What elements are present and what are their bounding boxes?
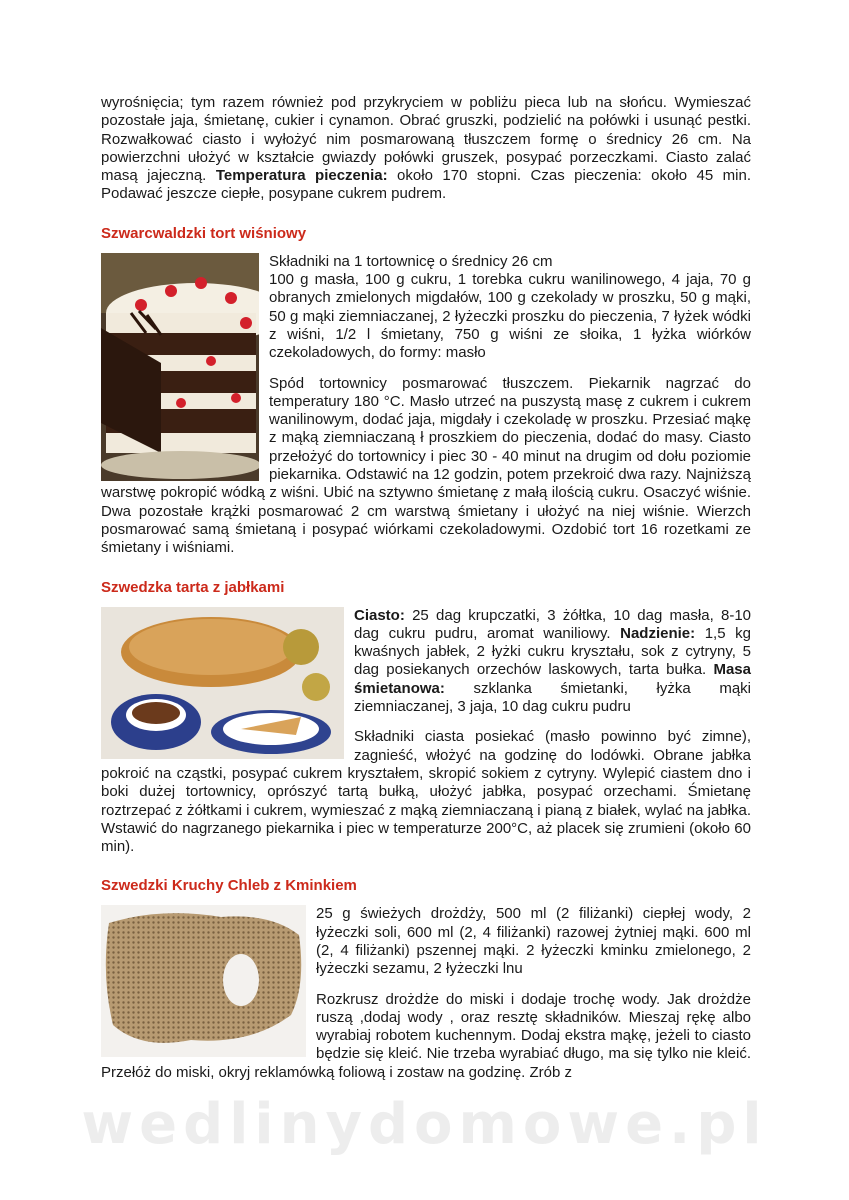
label-masa: Masa śmietanowa:	[354, 661, 751, 697]
document-page	[101, 94, 751, 1082]
tarta-method: Składniki ciasta posiekać (masło powinno być zimne), zagnieść, włożyć na godzinę do lodówki. Obrane jabłka pokroić na cząstki, posypać cukrem kryształem, skropić sokiem z cytryny. Wylepić ciastem dno i boki dużej tortownicy, oprószyć tartą bułką, ułożyć jabłka, posypać orzechami. Śmietanę roztrzepać z żółtkami i cukrem, wymieszać z mąką ziemniaczaną i pianą z białek, wylać na jabłka. Wstawić do nagrzanego piekarnika i piec w temperaturze 200°C, aż placek się zrumieni (około 60 min).	[101, 728, 751, 856]
tort-method: Spód tortownicy posmarować tłuszczem. Piekarnik nagrzać do temperatury 180 °C. Masło utrzeć na puszystą masę z cukrem i cukrem wanilinowym, dodać jaja, migdały i czekoladę w proszku. Przesiać mąkę z mąką ziemniaczaną ł proszkiem do pieczenia, dodać do masy. Ciasto przełożyć do tortownicy i piec 30 - 40 minut na drugim od dołu poziomie piekarnika. Odstawić na 12 godzin, potem przekroić dwa razy. Najniższą warstwę pokropić wódką z wiśni. Ubić na sztywno śmietanę z małą ilością cukru. Osaczyć wiśnie. Dwa pozostałe krążki posmarować 2 cm warstwą śmietany i ułożyć na niej wiśnie. Wierzch posmarować samą śmietaną i posypać wiórkami czekoladowymi. Ozdobić tort 16 rozetkami ze śmietany i wiśniami.	[101, 374, 751, 557]
chleb-method: Rozkrusz drożdże do miski i dodaje trochę wody. Jak drożdże ruszą ,dodaj wody , oraz resztę składników. Mieszaj rękę albo wyrabiaj robotem kuchennym. Dodaj ekstra mąkę, jeżeli to ciasto będzie się kleić. Nie trzeba wyrabiać długo, ma się tylko nie kleić. Przełóż do miski, okryj reklamówką foliową i zostaw na godzinę. Zrób z	[101, 990, 751, 1081]
crispbread-photo	[101, 905, 306, 1057]
section-title-tort: Szwarcwaldzki tort wiśniowy	[101, 224, 307, 242]
intro-bold-label: Temperatura pieczenia:	[215, 167, 388, 185]
intro-text-end: około 170 stopni. Czas pieczenia: około 45 min. Podawać jeszcze ciepłe, posypane cukrem pudrem.	[101, 167, 751, 203]
apple-tart-photo	[101, 607, 344, 759]
tort-ingredients-header: Składniki na 1 tortownicę o średnicy 26 cm	[269, 252, 553, 270]
intro-paragraph	[101, 94, 751, 204]
tort-ingredients: 100 g masła, 100 g cukru, 1 torebka cukru wanilinowego, 4 jaja, 70 g obranych zmielonych migdałów, 100 g czekolady w proszku, 50 g mąki, 50 g mąki ziemniaczanej, 2 łyżeczki proszku do pieczenia, 7 łyżek wódki z wiśni, 1/2 l śmietany, 750 g wiśni ze słoika, 1 łyżka wiórków czekoladowych, do formy: masło	[269, 271, 751, 362]
text-nadzienie: 1,5 kg kwaśnych jabłek, 2 łyżki cukru kryształu, sok z cytryny, 5 dag posiekanych orzechów laskowych, tarta bułka.	[354, 624, 751, 679]
section-title-tarta: Szwedzka tarta z jabłkami	[101, 578, 285, 596]
label-ciasto: Ciasto:	[354, 606, 405, 624]
text-masa: szklanka śmietanki, łyżka mąki ziemniaczanej, 3 jaja, 10 dag cukru pudru	[354, 679, 751, 716]
label-nadzienie: Nadzienie:	[620, 624, 696, 642]
intro-text: wyrośnięcia; tym razem również pod przykryciem w pobliżu pieca lub na słońcu. Wymieszać pozostałe jaja, śmietanę, cukier i cynamon. Obrać gruszki, podzielić na połówki i usunąć pestki. Rozwałkować ciasto i wyłożyć nim posmarowaną tłuszczem formę o średnicy 26 cm. Na powierzchni ułożyć w kształcie gwiazdy połówki gruszek, posypać porzeczkami. Ciasto zalać masą jajeczną.	[101, 94, 751, 185]
chleb-ingredients: 25 g świeżych drożdży, 500 ml (2 filiżanki) ciepłej wody, 2 łyżeczki soli, 600 ml (2, 4 filiżanki) razowej żytniej mąki. 600 ml (2, 4 filiżanki) pszennej mąki. 2 łyżeczki kminku zmielonego, 2 łyżeczki sezamu, 2 łyżeczki lnu	[316, 905, 751, 978]
section-title-chleb: Szwedzki Kruchy Chleb z Kminkiem	[101, 877, 357, 895]
watermark: wedlinydomowe.pl	[81, 1092, 768, 1157]
black-forest-cake-photo	[101, 253, 259, 481]
text-ciasto: 25 dag krupczatki, 3 żółtka, 10 dag masła, 8-10 dag cukru pudru, aromat waniliowy.	[354, 606, 751, 642]
